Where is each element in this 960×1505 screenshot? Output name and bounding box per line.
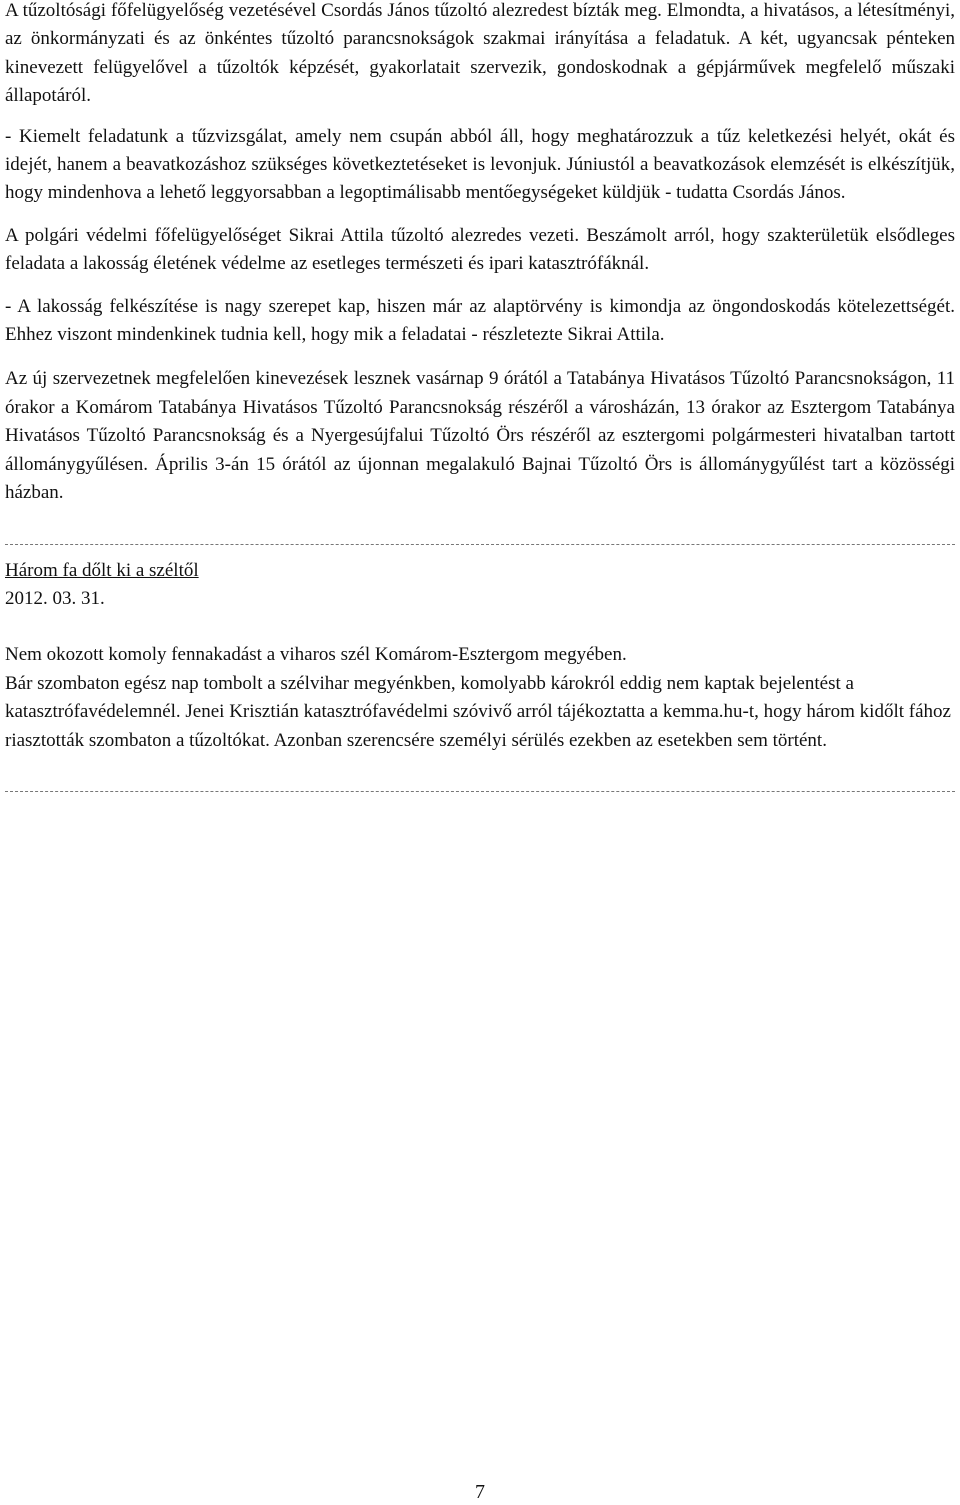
- document-page: [5, 0, 955, 792]
- paragraph-5: Az új szervezetnek megfelelően kinevezések lesznek vasárnap 9 órától a Tatabánya Hivatásos Tűzoltó Parancsnokságon, 11 órakor a Komárom Tatabánya Hivatásos Tűzoltó Parancsnokság részéről a városházán, 13 órakor az Esztergom Tatabánya Hivatásos Tűzoltó Parancsnokság és a Nyergesújfalui Tűzoltó Örs részéről az esztergomi polgármesteri hivatalban tartott állománygyűlésen. Április 3-án 15 órától az újonnan megalakuló Bajnai Tűzoltó Örs is állománygyűlést tart a közösségi házban.: [5, 368, 955, 504]
- paragraph-1: A tűzoltósági főfelügyelőség vezetésével Csordás János tűzoltó alezredest bízták meg. Elmondta, a hivatásos, a létesítményi, az önkormányzati és az önkéntes tűzoltó parancsnokságok szakmai irányítása a feladatuk. A két, ugyancsak pénteken kinevezett felügyelővel a tűzoltók képzését, gyakorlatait szervezik, gondoskodnak a gépjárművek megfelelő műszaki állapotáról.: [5, 0, 955, 107]
- article-firefighting-reorg: [5, 0, 955, 508]
- article-storm: [5, 545, 955, 755]
- article-title[interactable]: Három fa dőlt ki a széltől: [5, 559, 199, 581]
- section-divider: [5, 791, 955, 792]
- article-lead: Nem okozott komoly fennakadást a viharos szél Komárom-Esztergom megyében.: [5, 644, 627, 666]
- paragraph-3: A polgári védelmi főfelügyelőséget Sikrai Attila tűzoltó alezredes vezeti. Beszámolt arról, hogy szakterületük elsődleges feladata a lakosság életének védelme az esetleges természeti és ipari katasztrófáknál.: [5, 224, 955, 275]
- paragraph-4: - A lakosság felkészítése is nagy szerepet kap, hiszen már az alaptörvény is kimondja az öngondoskodás kötelezettségét. Ehhez viszont mindenkinek tudnia kell, hogy mik a feladatai - részletezte Sikrai Attila.: [5, 295, 955, 346]
- article-body: Bár szombaton egész nap tombolt a szélvihar megyénkben, komolyabb károkról eddig nem kaptak bejelentést a katasztrófavédelemnél. Jenei Krisztián katasztrófavédelmi szóvivő arról tájékoztatta a kemma.hu-t, hogy három kidőlt fához riasztották szombaton a tűzoltókat. Azonban szerencsére személyi sérülés ezekben az esetekben sem történt.: [5, 672, 951, 751]
- article-date: 2012. 03. 31.: [5, 587, 105, 609]
- page-number: 7: [475, 1481, 485, 1503]
- paragraph-2: - Kiemelt feladatunk a tűzvizsgálat, amely nem csupán abból áll, hogy meghatározzuk a tűz keletkezési helyét, okát és idejét, hanem a beavatkozáshoz szükséges következtetéseket is levonjuk. Júniustól a beavatkozások elemzését is elkészítjük, hogy mindenhova a lehető leggyorsabban a legoptimálisabb mentőegységeket küldjük - tudatta Csordás János.: [5, 125, 955, 204]
